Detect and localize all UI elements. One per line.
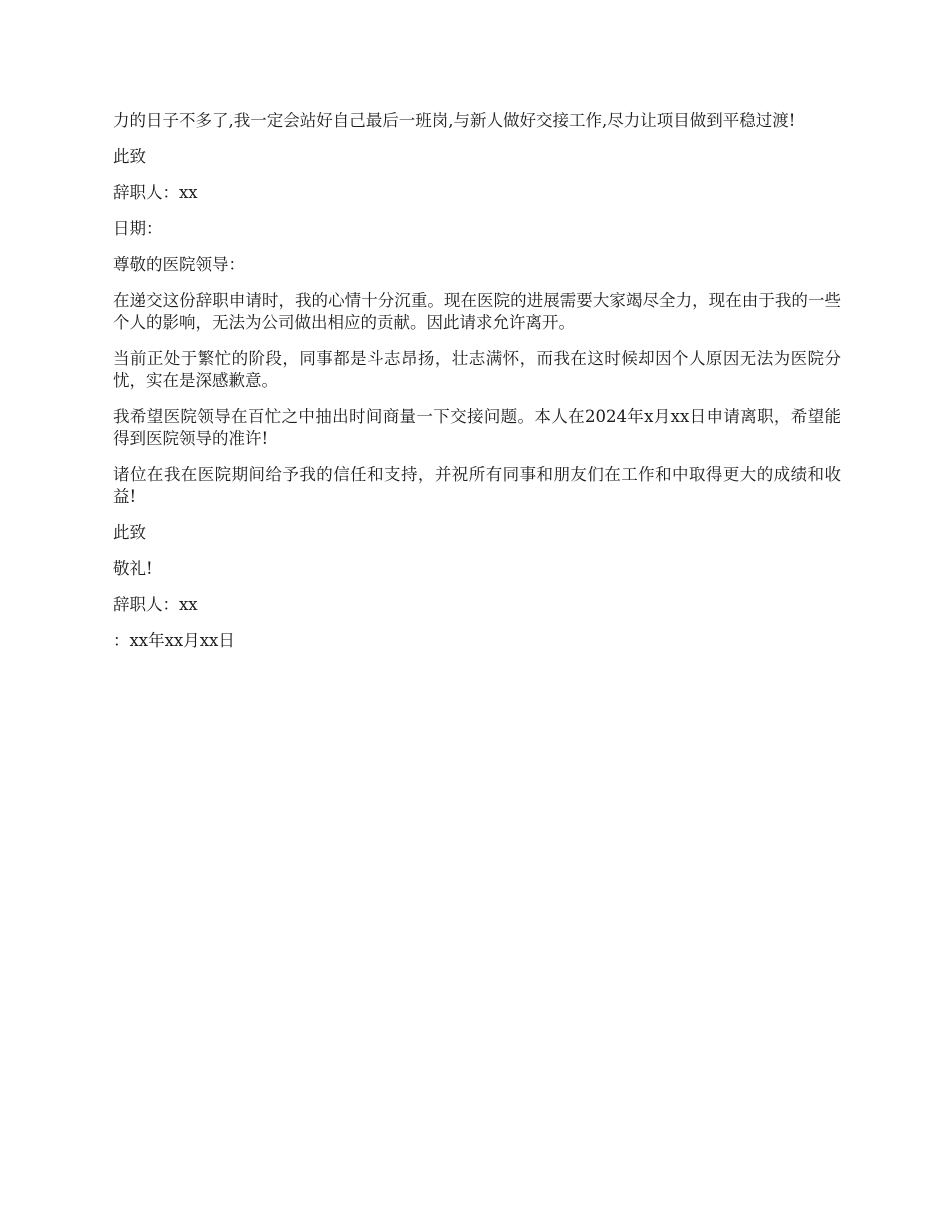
paragraph-body-2: 当前正处于繁忙的阶段，同事都是斗志昂扬，壮志满怀，而我在这时候却因个人原因无法为医院分忧，实在是深感歉意。 <box>113 349 841 390</box>
salutation-jingli: 敬礼! <box>113 559 153 578</box>
document-page <box>113 110 841 666</box>
date-line: 日期： <box>113 219 163 238</box>
salutation-cizhi-2: 此致 <box>113 523 146 542</box>
date-line-2: ：xx年xx月xx日 <box>113 631 235 650</box>
salutation-cizhi: 此致 <box>113 147 146 166</box>
paragraph-body-3: 我希望医院领导在百忙之中抽出时间商量一下交接问题。本人在2024年x月xx日申请离职，希望能得到医院领导的准许! <box>113 407 841 448</box>
paragraph-body-4: 诸位在我在医院期间给予我的信任和支持，并祝所有同事和朋友们在工作和中取得更大的成绩和收益! <box>113 465 841 506</box>
signature-line-2: 辞职人：xx <box>113 595 198 614</box>
letter-greeting: 尊敬的医院领导： <box>113 255 245 274</box>
signature-line: 辞职人：xx <box>113 183 198 202</box>
paragraph-closing-previous-letter: 力的日子不多了,我一定会站好自己最后一班岗,与新人做好交接工作,尽力让项目做到平稳过渡! <box>113 111 796 130</box>
paragraph-body-1: 在递交这份辞职申请时，我的心情十分沉重。现在医院的进展需要大家竭尽全力，现在由于我的一些个人的影响，无法为公司做出相应的贡献。因此请求允许离开。 <box>113 291 841 332</box>
